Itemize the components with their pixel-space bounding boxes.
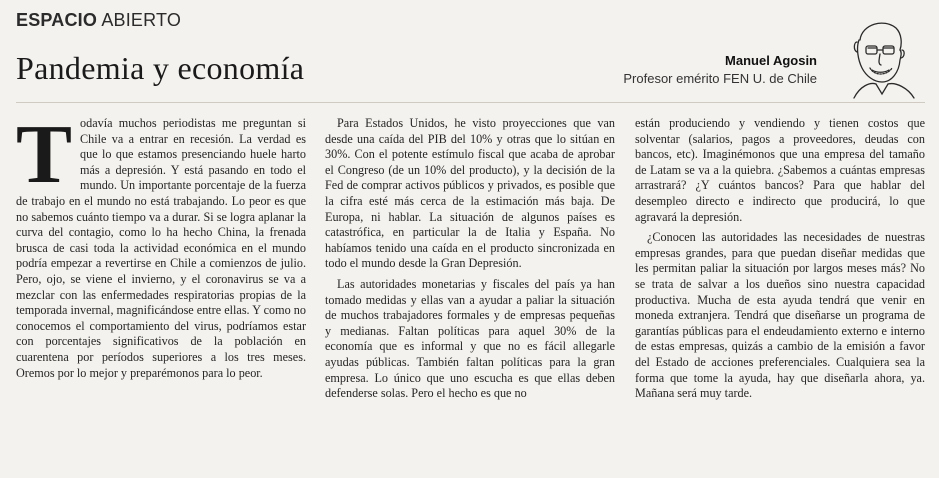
paragraph: Las autoridades monetarias y fiscales del país ya han tomado medidas y ellas van a ayudar a paliar la situación de muchos trabajadores formales y de empresas pequeñas y medianas. Faltan políticas para aquel 30% de la economía que es informal y que no es fácil allegarle ayudas públicas. También faltan políticas para la gran empresa. Lo único que uno escucha es que ellas deben defenderse solas. Pero el hecho es que no xyxy=(325,276,615,401)
author-portrait-illustration xyxy=(832,10,922,100)
headline: Pandemia y economía xyxy=(16,50,305,86)
drop-cap: T xyxy=(16,116,73,201)
paragraph: Para Estados Unidos, he visto proyecciones que van desde una caída del PIB del 10% y otras que lo sitúan en 30%. Con el potente estímulo fiscal que acaba de aprobar el Congreso (de un 10% del producto), y la decisión de la Fed de comprar activos públicos y privados, es posible que la cifra esté más cerca de la estimación más baja. De Europa, ni hablar. La situación de algunos países es catastrófica, en particular la de Italia y España. No habíamos tenido una caída en el producto sincronizada en todo el mundo desde la Gran Depresión. xyxy=(325,116,615,271)
section-label-light: ABIERTO xyxy=(101,10,182,30)
article-column-3 xyxy=(635,116,925,471)
paragraph: están produciendo y vendiendo y tienen costos que solventar (salarios, pagos a proveedores, deudas con bancos, etc). Imaginémonos que una empresa del tamaño de Latam se va a la quiebra. ¿Sabemos a cuántas empresas arrastrará? ¿Y cuántos bancos? Para que hablar del desempleo directo e indirecto que producirá, lo que agravará la depresión. xyxy=(635,116,925,224)
article-column-1 xyxy=(16,116,306,471)
header-divider xyxy=(16,102,925,103)
author-name: Manuel Agosin xyxy=(725,53,817,68)
paragraph: ¿Conocen las autoridades las necesidades de nuestras empresas grandes, para que puedan diseñar medidas que les permitan paliar la situación por largos meses más? No se trata de salvar a los dueños sino nuestra capacidad productiva. Mucha de esta ayuda tendrá que venir en moneda extranjera. Tendrá que diseñarse un programa de garantías públicas para el endeudamiento externo e interno de estas empresas, quizás a cambio de la emisión a favor del Estado de acciones preferenciales. Cualquiera sea la forma que tome la ayuda, hay que diseñarla ahora, ya. Mañana será muy tarde. xyxy=(635,230,925,401)
section-label xyxy=(16,10,181,31)
article-column-2 xyxy=(325,116,615,471)
author-role: Profesor emérito FEN U. de Chile xyxy=(623,71,817,86)
paragraph: odavía muchos periodistas me preguntan si Chile va a entrar en recesión. La verdad es que lo que estamos presenciando huele harto más a depresión. Y está pasando en todo el mundo. Un importante porcentaje de la fuerza de trabajo en el mundo no está trabajando. Lo peor es que no sabemos cuánto tiempo va a durar. Si se logra aplanar la curva del contagio, como lo ha hecho China, la frenada brusca de casi toda la actividad económica en el mundo podría empezar a revertirse en Chile a comienzos de julio. Pero, ojo, se viene el invierno, y el coronavirus se va a mezclar con las enfermedades respiratorias propias de la temporada invernal, magnificándose entre ellas. Y como no conocemos el comportamiento del virus, podríamos estar con porcentajes significativos de la población en cuarentena por períodos superiores a los tres meses. Oremos por lo mejor y preparémonos para lo peor. xyxy=(16,116,306,380)
section-label-bold: ESPACIO xyxy=(16,10,98,30)
article-body xyxy=(16,116,925,471)
author-block xyxy=(623,53,817,86)
